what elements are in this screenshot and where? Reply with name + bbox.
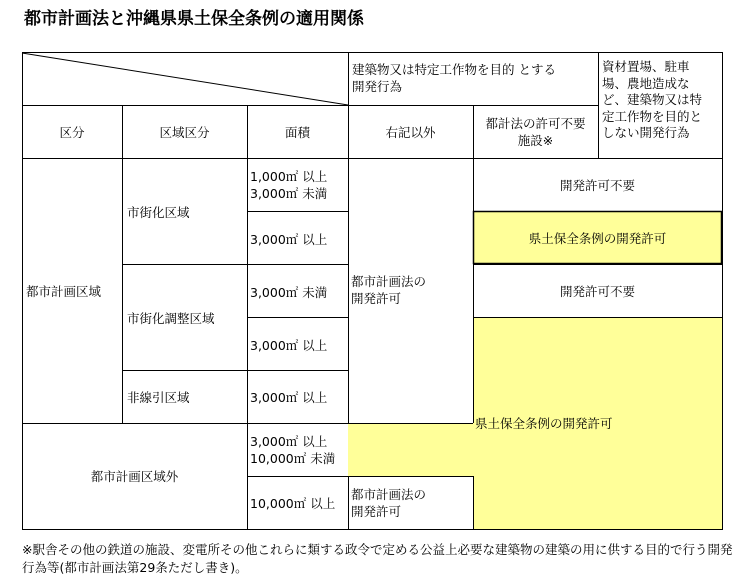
area-1: 1,000㎡ 以上 3,000㎡ 未満 <box>250 169 328 201</box>
area-5: 3,000㎡ 以上 <box>250 390 328 405</box>
area-2: 3,000㎡ 以上 <box>250 232 328 247</box>
footnote: ※駅舎その他の鉄道の施設、変電所その他これらに類する政令で定める公益上必要な建築物の建築の用に供する目的で行う開発行為等(都市計画法第29条ただし書き)。 <box>22 542 733 575</box>
result-no-permit-2: 開発許可不要 <box>559 284 635 299</box>
header-exempt: 都計法の許可不要 施設※ <box>485 116 586 148</box>
header-building-purpose: 建築物又は特定工作物を目的 とする 開発行為 <box>352 62 556 94</box>
result-no-permit-1: 開発許可不要 <box>559 178 635 193</box>
row-outside: 都市計画区域外 <box>90 469 179 484</box>
row-hisenbiki: 非線引区域 <box>127 390 190 405</box>
row-chosei: 市街化調整区域 <box>127 311 215 326</box>
result-toshi-permit-2: 都市計画法の 開発許可 <box>351 487 427 519</box>
result-ken-permit-1: 県土保全条例の開発許可 <box>528 231 667 246</box>
row-toshi-area: 都市計画区域 <box>26 284 102 299</box>
area-6: 3,000㎡ 以上 10,000㎡ 未満 <box>250 434 336 466</box>
header-kuiki: 区域区分 <box>159 125 210 140</box>
header-kubun: 区分 <box>59 125 85 140</box>
area-7: 10,000㎡ 以上 <box>250 496 336 511</box>
header-material-yard: 資材置場、駐車 場、農地造成な ど、建築物又は特 定工作物を目的と しない開発行為 <box>602 59 703 140</box>
header-menseki: 面積 <box>284 125 310 140</box>
result-ken-permit-big: 県土保全条例の開発許可 <box>475 416 613 431</box>
result-toshi-permit: 都市計画法の 開発許可 <box>351 274 427 306</box>
area-4: 3,000㎡ 以上 <box>250 338 328 353</box>
row-shigaika: 市街化区域 <box>127 205 190 220</box>
page-title: 都市計画法と沖縄県県土保全条例の適用関係 <box>24 9 364 29</box>
header-other: 右記以外 <box>385 125 436 140</box>
area-3: 3,000㎡ 未満 <box>250 285 328 300</box>
